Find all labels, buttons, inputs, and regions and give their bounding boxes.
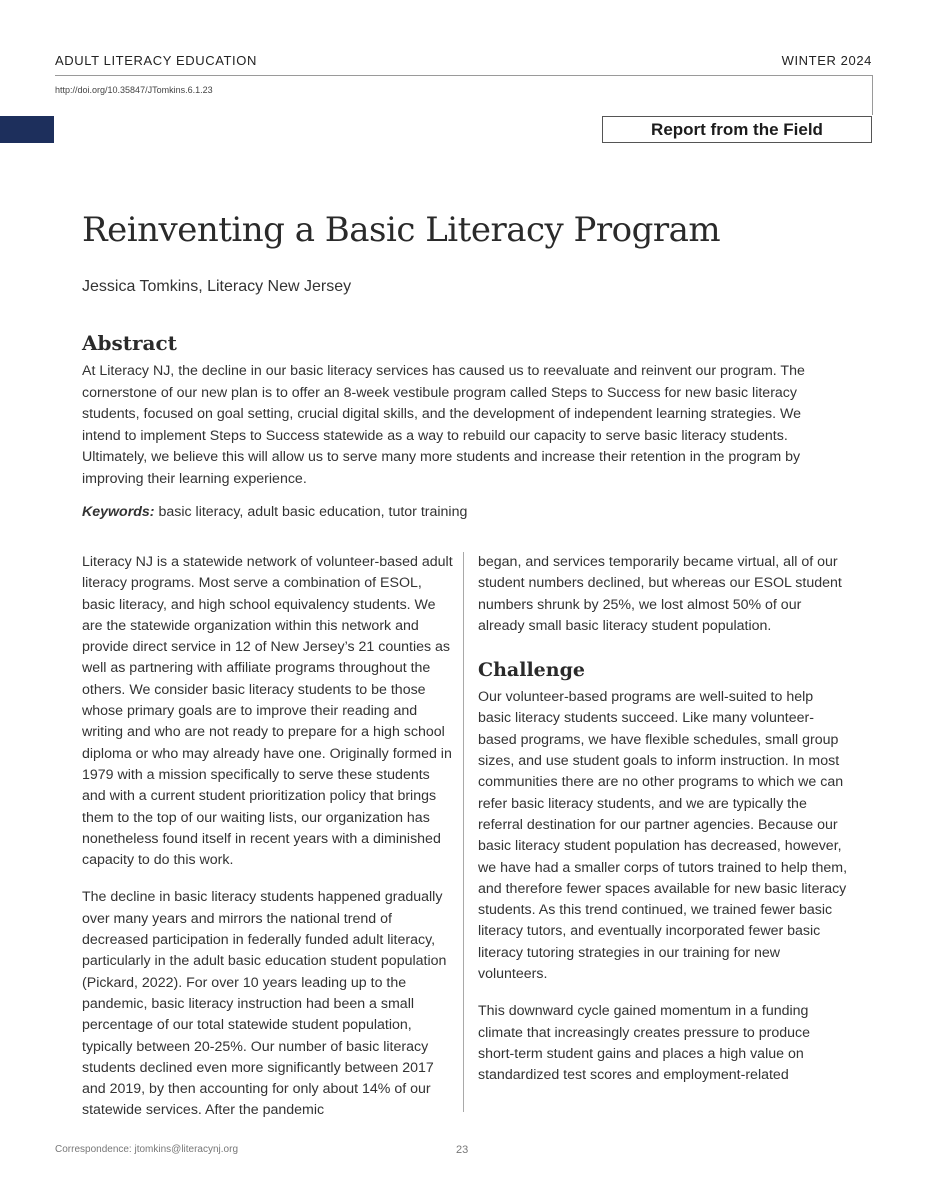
paragraph: Our volunteer-based programs are well-suited to help basic literacy students succeed. Like many volunteer-based programs, we have flexible schedules, small group sizes, and use student goals to inform instruction. In most communities there are no other programs to which we can refer basic literacy students, and we are typically the referral destination for our partner agencies. Because our basic literacy student population has decreased, however, we have had a smaller corps of tutors trained to help them, and therefore fewer spaces available for new basic literacy students. As this trend continued, we trained fewer basic literacy tutors, and eventually incorporated fewer basic literacy tutoring strategies in our training for new volunteers. xyxy=(478,689,848,983)
challenge-heading: Challenge xyxy=(478,659,585,682)
abstract-heading: Abstract xyxy=(82,331,177,355)
issue-label: WINTER 2024 xyxy=(781,53,872,68)
abstract-text: At Literacy NJ, the decline in our basic literacy services has caused us to reevaluate and reinvent our program. The cornerstone of our new plan is to offer an 8-week vestibule program called Steps to Success for new basic literacy students, focused on goal setting, crucial digital skills, and the development of independent learning strategies. We intend to implement Steps to Success statewide as a way to rebuild our capacity to serve basic literacy students. Ultimately, we believe this will allow us to serve many more students and increase their retention in the program by improving their learning experience. xyxy=(82,363,805,487)
keywords xyxy=(82,504,467,520)
keywords-label: Keywords: xyxy=(82,504,155,520)
article-title: Reinventing a Basic Literacy Program xyxy=(82,210,721,250)
correspondence-line: Correspondence: jtomkins@literacynj.org xyxy=(55,1144,239,1155)
paragraph: This downward cycle gained momentum in a funding climate that increasingly creates pressure to produce short-term student gains and places a high value on standardized test scores and employment-related xyxy=(478,1003,810,1084)
paragraph: began, and services temporarily became virtual, all of our student numbers declined, but whereas our ESOL student numbers shrunk by 25%, we lost almost 50% of our already small basic literacy student population. xyxy=(478,554,842,634)
paragraph: The decline in basic literacy students happened gradually over many years and mirrors the national trend of decreased participation in federally funded adult literacy, particularly in the adult basic education student population (Pickard, 2022). For over 10 years leading up to the pandemic, basic literacy instruction had been a small percentage of our total statewide student population, typically between 20-25%. Our number of basic literacy students declined even more significantly between 2017 and 2019, by then accounting for only about 14% of our statewide services. After the pandemic xyxy=(82,889,447,1119)
accent-block xyxy=(0,116,54,143)
left-column xyxy=(82,552,454,1138)
doi-link[interactable]: http://doi.org/10.35847/JTomkins.6.1.23 xyxy=(55,85,213,95)
right-column xyxy=(478,552,850,1103)
header-rule-vertical xyxy=(872,75,873,115)
author-line: Jessica Tomkins, Literacy New Jersey xyxy=(82,278,352,295)
column-divider xyxy=(463,552,464,1112)
section-label: Report from the Field xyxy=(602,116,872,143)
journal-name: ADULT LITERACY EDUCATION xyxy=(55,53,257,68)
keywords-list: basic literacy, adult basic education, tutor training xyxy=(158,504,468,520)
paragraph: Literacy NJ is a statewide network of volunteer-based adult literacy programs. Most serve a combination of ESOL, basic literacy, and high school equivalency students. We are the statewide organization within this network and provide direct service in 12 of New Jersey’s 21 counties as well as partnering with affiliate programs throughout the others. We consider basic literacy students to be those whose primary goals are to improve their reading and writing and who are not ready to prepare for a high school diploma or who may already have one. Originally formed in 1979 with a mission specifically to serve these students and with a current student prioritization policy that brings them to the top of our waiting lists, our organization has nonetheless found itself in recent years with a diminished capacity to do this work. xyxy=(82,554,453,869)
header-rule xyxy=(55,75,873,76)
page-number: 23 xyxy=(456,1144,469,1156)
